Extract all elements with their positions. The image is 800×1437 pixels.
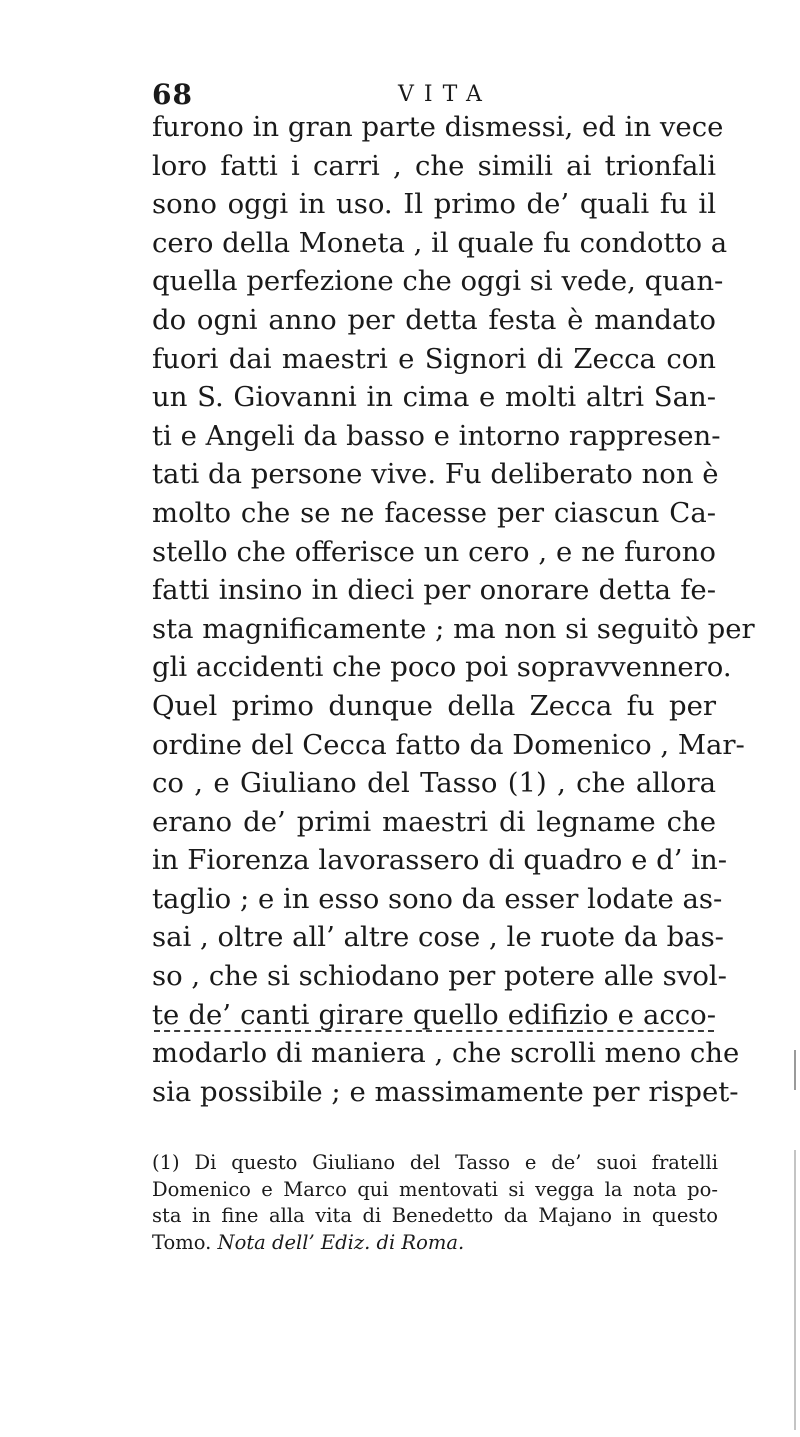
page-edge-mark [794, 1050, 796, 1090]
text-line: sai , oltre all’ altre cose , le ruote da bas- [152, 921, 724, 954]
text-line: ordine del Cecca fatto da Domenico , Mar- [152, 728, 745, 761]
page-edge-shadow [794, 1150, 796, 1430]
footnote-last-text: Tomo. [152, 1230, 212, 1254]
body-text [152, 108, 755, 1111]
text-line: sia possibile ; e massimamente per rispet- [152, 1075, 739, 1108]
text-line: te de’ canti girare quello edifizio e acco- [152, 998, 716, 1031]
footnote-line: (1) Di questo Giuliano del Tasso e de’ suoi fratelli [152, 1151, 718, 1174]
footnote-line: Domenico e Marco qui mentovati si vegga la nota po- [152, 1177, 718, 1201]
page-number: 68 [152, 78, 193, 111]
text-line: Quel primo dunque della Zecca fu per [152, 689, 716, 722]
text-line: taglio ; e in esso sono da esser lodate as- [152, 882, 723, 915]
text-line: quella perfezione che oggi si vede, quan- [152, 265, 724, 298]
text-line: fatti insino in dieci per onorare detta fe- [152, 574, 716, 607]
running-head: VITA [398, 82, 492, 107]
text-line: erano de’ primi maestri di legname che [152, 805, 716, 838]
text-line: molto che se ne facesse per ciascun Ca- [152, 496, 716, 529]
text-line: cero della Moneta , il quale fu condotto a [152, 226, 728, 259]
text-line: un S. Giovanni in cima e molti altri San- [152, 381, 716, 414]
text-line: tati da persone vive. Fu deliberato non è [152, 458, 719, 491]
text-line: sono oggi in uso. Il primo de’ quali fu il [152, 188, 716, 221]
text-line: modarlo di maniera , che scrolli meno che [152, 1037, 740, 1070]
text-line: do ogni anno per detta festa è mandato [152, 303, 716, 336]
text-line: loro fatti i carri , che simili ai trionfali [152, 149, 716, 182]
text-line: stello che offerisce un cero , e ne furono [152, 535, 716, 568]
text-line: co , e Giuliano del Tasso (1) , che allora [152, 767, 716, 800]
footnote-line: sta in fine alla vita di Benedetto da Majano in questo [152, 1204, 718, 1227]
footnote-divider [154, 1030, 714, 1032]
text-line: ti e Angeli da basso e intorno rappresen- [152, 419, 721, 452]
footnote-edition-note: Nota dell’ Ediz. di Roma. [217, 1230, 465, 1254]
text-line: gli accidenti che poco poi sopravvennero. [152, 651, 732, 684]
footnote-line [152, 1230, 718, 1257]
text-line: sta magnificamente ; ma non si seguitò per [152, 612, 755, 645]
text-line: in Fiorenza lavorassero di quadro e d’ in- [152, 844, 728, 877]
text-line: so , che si schiodano per potere alle svol- [152, 960, 727, 993]
text-line: furono in gran parte dismessi, ed in vece [152, 111, 724, 143]
text-line: fuori dai maestri e Signori di Zecca con [152, 342, 716, 375]
footnote [152, 1150, 718, 1256]
